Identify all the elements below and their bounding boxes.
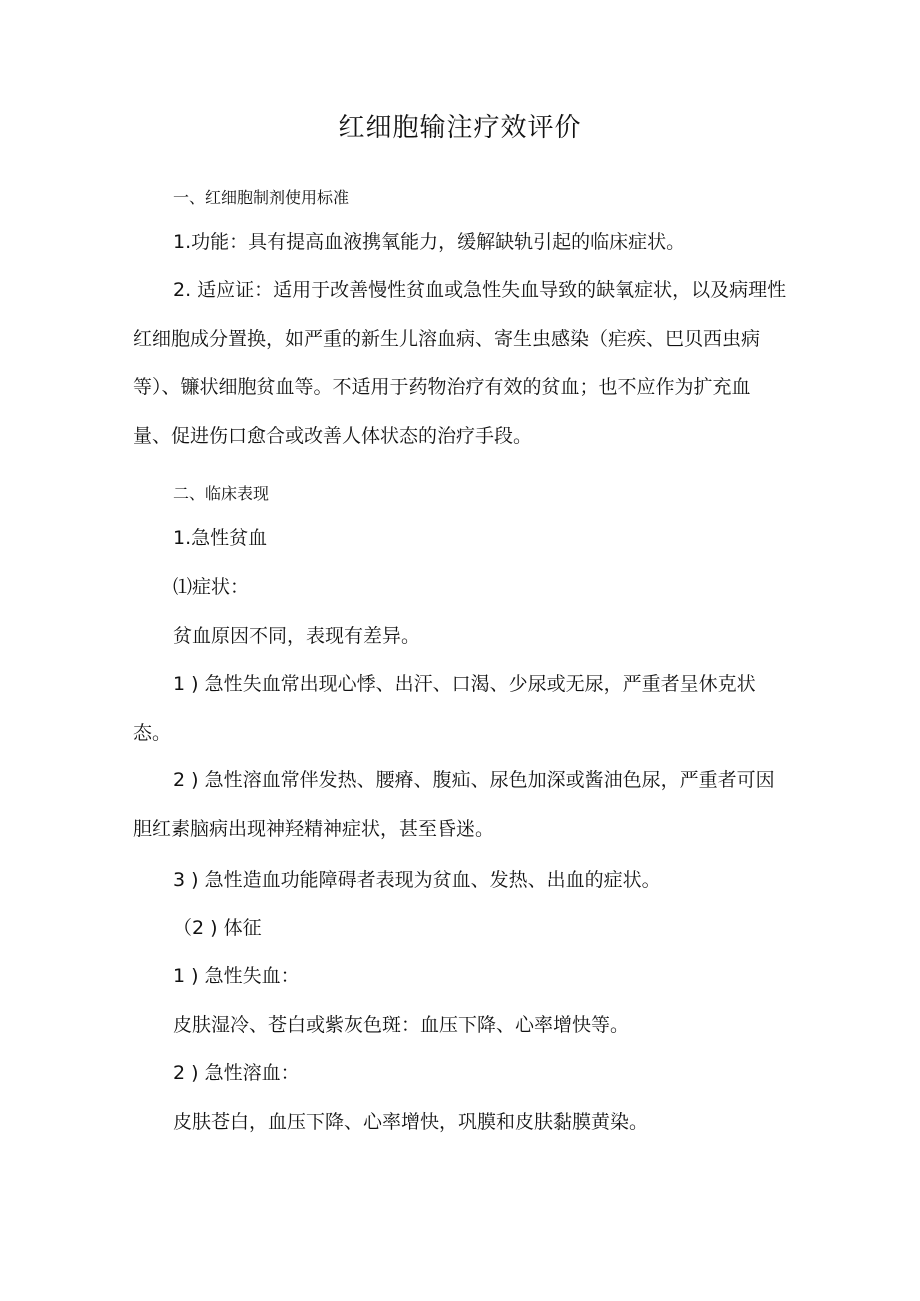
paragraph-symptom-blood-loss: 1 ) 急性失血常出现心悸、出汗、口渴、少尿或无尿，严重者呈休克状态。 — [133, 673, 756, 744]
paragraph-sign-hemolysis: 皮肤苍白，血压下降、心率增快，巩膜和皮肤黏膜黄染。 — [173, 1111, 649, 1133]
paragraph-symptom-hematopoiesis: 3 ) 急性造血功能障碍者表现为贫血、发热、出血的症状。 — [173, 869, 661, 891]
section-heading-standards: 一、红细胞制剂使用标准 — [173, 188, 350, 207]
label-sign-hemolysis: 2 ) 急性溶血： — [173, 1062, 300, 1084]
label-signs: （2 ) 体征 — [173, 917, 262, 939]
label-symptoms: ⑴症状： — [173, 576, 250, 598]
paragraph-sign-blood-loss: 皮肤湿冷、苍白或紫灰色斑：血压下降、心率增快等。 — [173, 1014, 630, 1036]
paragraph-symptoms-intro: 贫血原因不同，表现有差异。 — [173, 625, 421, 647]
paragraph-symptom-hemolysis: 2 ) 急性溶血常伴发热、腰瘠、腹疝、尿色加深或酱油色尿，严重者可因胆红素脑病出现神羟精神症状，甚至昏迷。 — [133, 769, 775, 840]
paragraph-indications: 2. 适应证：适用于改善慢性贫血或急性失血导致的缺氧症状，以及病理性红细胞成分置换，如严重的新生儿溶血病、寄生虫感染（疟疾、巴贝西虫病等）、镰状细胞贫血等。不适用于药物治疗有效的贫血；也不应作为扩充血量、促进伤口愈合或改善人体状态的治疗手段。 — [133, 279, 787, 447]
document-title: 红细胞输注疗效评价 — [338, 113, 582, 143]
section-heading-clinical: 二、临床表现 — [173, 484, 270, 503]
subheading-acute-anemia: 1.急性贫血 — [173, 527, 268, 549]
paragraph-function: 1.功能：具有提高血液携氧能力，缓解缺轨引起的临床症状。 — [173, 231, 686, 253]
label-sign-blood-loss: 1 ) 急性失血： — [173, 965, 300, 987]
